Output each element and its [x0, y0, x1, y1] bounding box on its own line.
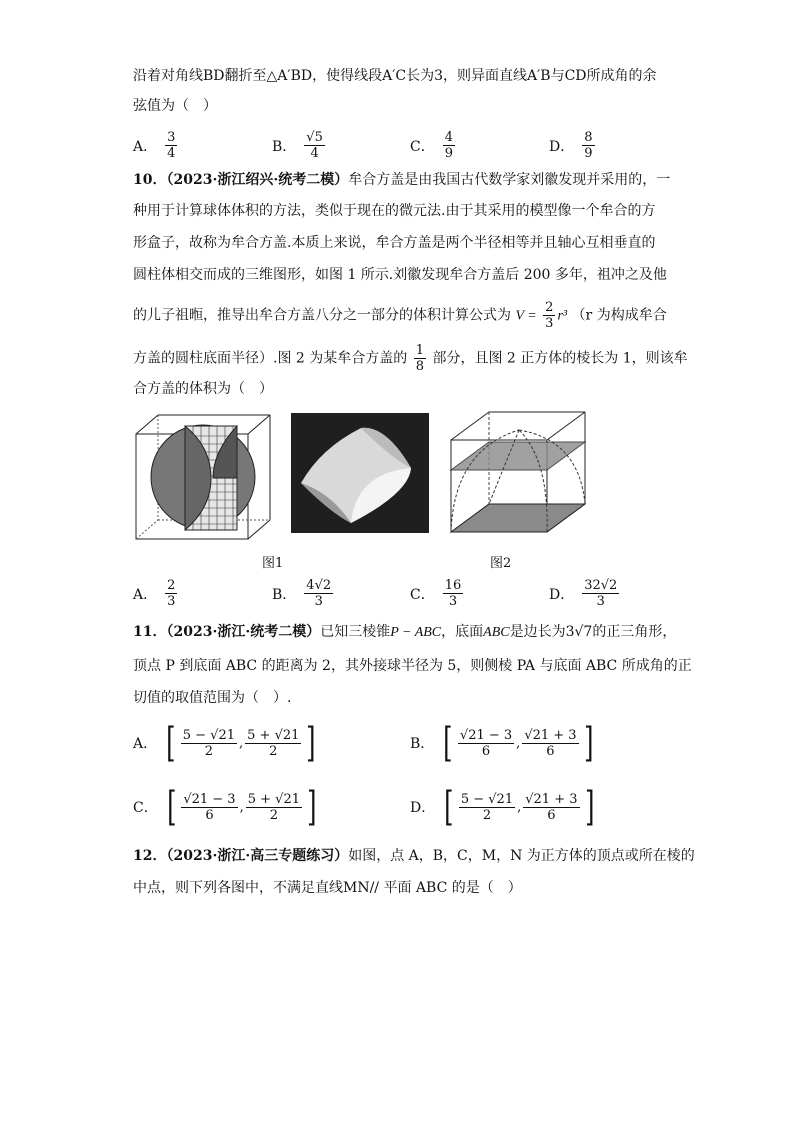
q10-text-line-1: 10．（2023·浙江绍兴·统考二模）牟合方盖是由我国古代数学家刘徽发现并采用的，一 [133, 172, 671, 188]
q12-heading: 12．（2023·浙江·高三专题练习） [133, 848, 349, 864]
q10-text-line-4: 圆柱体相交而成的三维图形，如图 1 所示.刘徽发现牟合方盖后 200 多年，祖冲之及他 [133, 267, 667, 283]
q9-text-line-1: 沿着对角线BD翻折至△A′BD，使得线段A′C长为3，则异面直线A′B与CD所成角的余 [133, 68, 657, 84]
q10-text-line-3: 形盒子，故称为牟合方盖.本质上来说，牟合方盖是两个半径相等并且轴心互相垂直的 [133, 235, 656, 251]
q10-text-line-5: 的儿子祖暅，推导出牟合方盖八分之一部分的体积计算公式为 V = $\frac{2}{3}$ r³ （r 为构成牟合 [133, 300, 667, 331]
q11-heading: 11．（2023·浙江·统考二模） [133, 624, 321, 640]
q11-text-line-2: 顶点 P 到底面 ABC 的距离为 2，其外接球半径为 5，则侧棱 PA 与底面 ABC 所成角的正 [133, 658, 692, 674]
q10-heading: 10．（2023·浙江绍兴·统考二模） [133, 172, 349, 188]
q10-option-d[interactable]: D． $\frac{32√2}{3}$ [549, 578, 618, 609]
q9-option-b[interactable]: B． $\frac{√5}{4}$ [272, 130, 323, 161]
q9-text-line-2: 弦值为（ ） [133, 98, 217, 114]
q10-text-line-6: 方盖的圆柱底面半径）.图 2 为某牟合方盖的 $\frac{1}{8}$ 部分，且图 2 正方体的棱长为 1，则该牟 [133, 343, 688, 374]
q9-option-c[interactable]: C． $\frac{4}{9}$ [410, 130, 453, 161]
q10-text-line-7: 合方盖的体积为（ ） [133, 381, 273, 397]
q10-text-line-2: 种用于计算球体体积的方法，类似于现在的微元法.由于其采用的模型像一个牟合的方 [133, 203, 656, 219]
q10-option-c[interactable]: C． $\frac{16}{3}$ [410, 578, 462, 609]
q11-option-b[interactable]: B． [ $\frac{√21 - 3}{6}$ , $\frac{√21 + 3}{6}$ ] [410, 720, 594, 766]
q12-text-line-1: 12．（2023·浙江·高三专题练习）如图，点 A，B，C，M，N 为正方体的顶点或所在棱的 [133, 848, 695, 864]
q10-option-b[interactable]: B． $\frac{4√2}{3}$ [272, 578, 332, 609]
q9-option-a[interactable]: A． $\frac{3}{4}$ [133, 130, 176, 161]
figure-1-image [133, 412, 273, 542]
q11-text-line-1: 11．（2023·浙江·统考二模）已知三棱锥P − ABC，底面ABC是边长为3√7的正三角形， [133, 624, 677, 640]
figure-2-image [449, 410, 589, 534]
q11-option-a[interactable]: A． [ $\frac{5 - √21}{2}$ , $\frac{5 + √21}{2}$ ] [133, 720, 316, 766]
q11-option-d[interactable]: D． [ $\frac{5 - √21}{2}$ , $\frac{√21 + 3}{6}$ ] [410, 784, 595, 830]
q10-option-a[interactable]: A． $\frac{2}{3}$ [133, 578, 176, 609]
figure-2-caption: 图2 [490, 556, 512, 571]
q11-option-c[interactable]: C． [ $\frac{√21 - 3}{6}$ , $\frac{5 + √21}{2}$ ] [133, 784, 317, 830]
figure-1-caption: 图1 [262, 556, 284, 571]
q12-text-line-2: 中点，则下列各图中，不满足直线MN// 平面 ABC 的是（ ） [133, 880, 522, 896]
figure-solid-render-image [291, 413, 429, 533]
q11-text-line-3: 切值的取值范围为（ ）. [133, 690, 292, 706]
q9-option-d[interactable]: D． $\frac{8}{9}$ [549, 130, 593, 161]
